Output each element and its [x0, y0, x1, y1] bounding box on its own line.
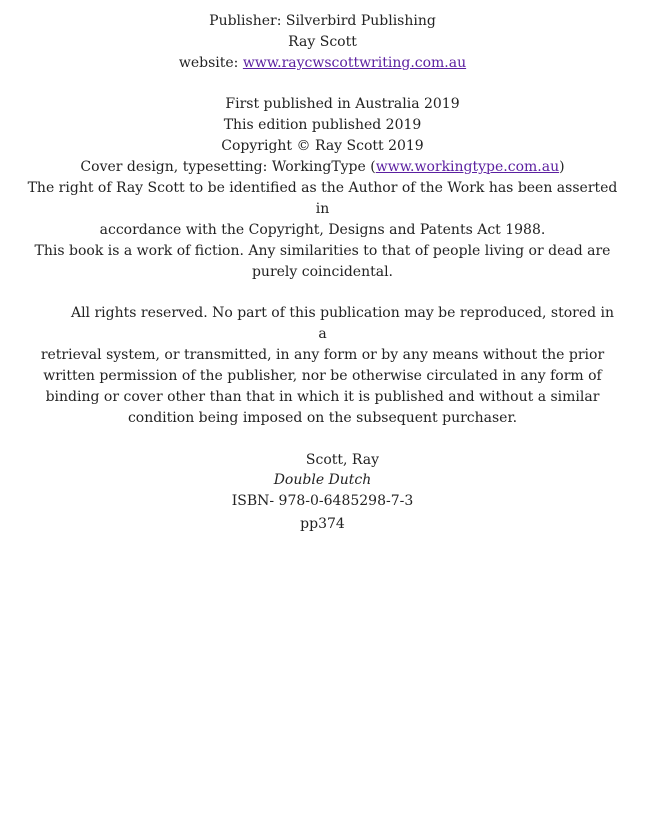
publisher-line: Publisher: Silverbird Publishing [209, 13, 436, 29]
catalogue-isbn: ISBN- 978-0-6485298-7-3 [231, 493, 414, 509]
catalogue-name: Scott, Ray [305, 452, 380, 468]
cover-design-suffix: ) [559, 159, 565, 175]
website-line [0, 53, 645, 74]
catalogue-title: Double Dutch [273, 472, 372, 488]
reserved-line-6: condition being imposed on the subsequent purchaser. [127, 410, 518, 426]
this-edition-line: This edition published 2019 [223, 117, 422, 133]
author-name: Ray Scott [288, 34, 357, 50]
website-label: website: [178, 55, 243, 71]
cover-design-link[interactable]: www.workingtype.com.au [375, 159, 560, 175]
reserved-line-3: retrieval system, or transmitted, in any form or by any means without the prior [40, 347, 605, 363]
website-link[interactable]: www.raycwscottwriting.com.au [242, 55, 467, 71]
reserved-line-5: binding or cover other than that in which it is published and without a similar [45, 389, 600, 405]
catalogue-pages: pp374 [300, 516, 345, 532]
fiction-line-2: purely coincidental. [251, 264, 394, 280]
cover-design-prefix: Cover design, typesetting: WorkingType ( [80, 159, 376, 175]
copyright-line: Copyright © Ray Scott 2019 [221, 138, 424, 154]
rights-line-2: in [315, 201, 330, 217]
fiction-line-1: This book is a work of fiction. Any similarities to that of people living or dead are [34, 243, 611, 259]
reserved-line-2: a [318, 326, 327, 342]
first-published-line: First published in Australia 2019 [225, 96, 460, 112]
reserved-line-4: written permission of the publisher, nor be otherwise circulated in any form of [43, 368, 602, 384]
reserved-line-1: All rights reserved. No part of this publication may be reproduced, stored in [70, 305, 615, 321]
rights-line-3: accordance with the Copyright, Designs and Patents Act 1988. [99, 222, 546, 238]
cover-design-line [0, 157, 645, 178]
rights-line-1: The right of Ray Scott to be identified as the Author of the Work has been asserted [27, 180, 618, 196]
